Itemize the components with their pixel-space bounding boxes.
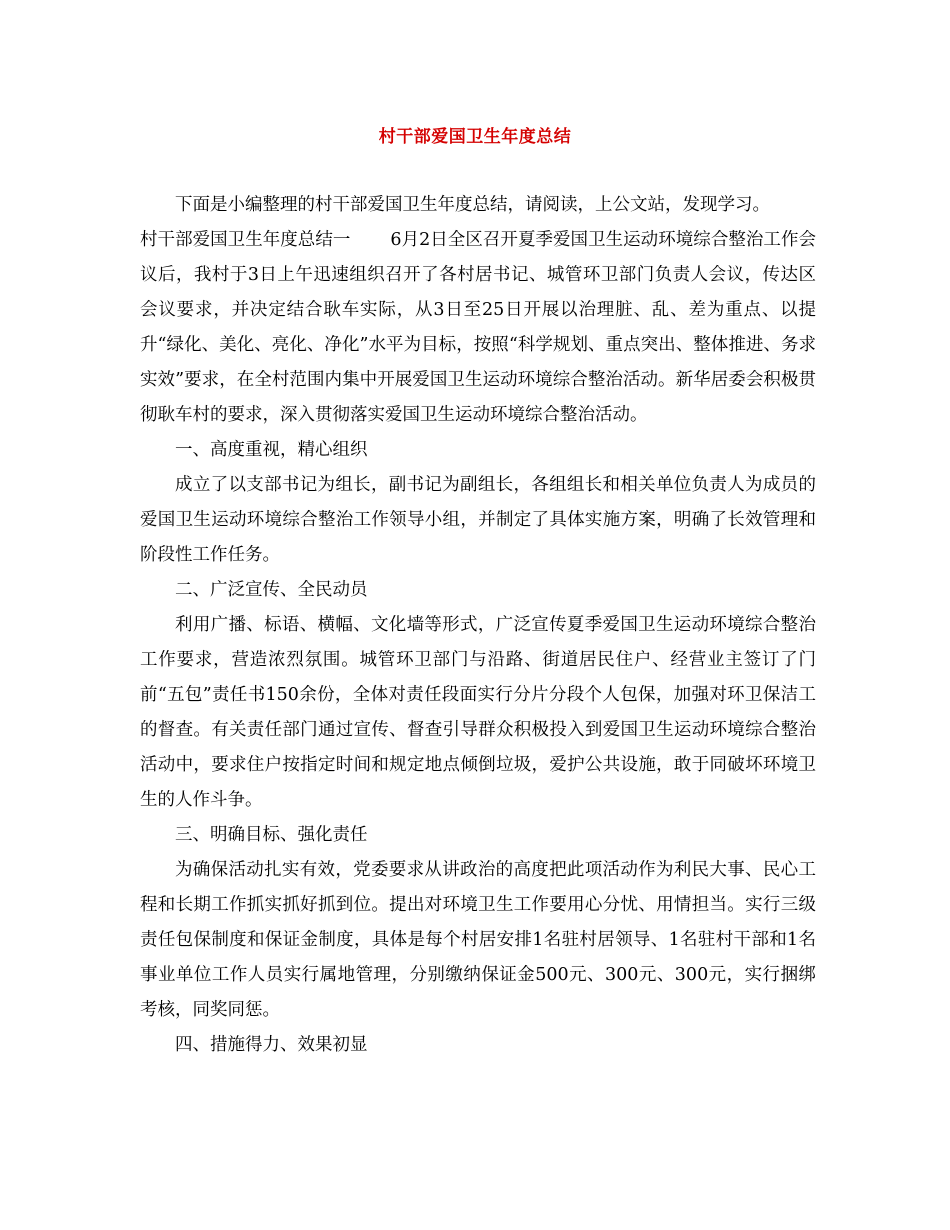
document-body [140,188,816,1063]
section3-paragraph: 为确保活动扎实有效，党委要求从讲政治的高度把此项活动作为利民大事、民心工程和长期工作抓实抓好抓到位。提出对环境卫生工作要用心分忧、用情担当。实行三级责任包保制度和保证金制度，具体是每个村居安排1名驻村居领导、1名驻村干部和1名事业单位工作人员实行属地管理，分别缴纳保证金500元、300元、300元，实行捆绑考核，同奖同惩。 [140,860,816,1020]
section1-paragraph: 成立了以支部书记为组长，副书记为副组长，各组组长和相关单位负责人为成员的爱国卫生运动环境综合整治工作领导小组，并制定了具体实施方案，明确了长效管理和阶段性工作任务。 [140,475,816,565]
part-one-label: 村干部爱国卫生年度总结一 [140,230,351,250]
part-one-paragraph [140,223,816,433]
section2-heading: 二、广泛宣传、全民动员 [175,580,368,600]
part-one-text: 6月2日全区召开夏季爱国卫生运动环境综合整治工作会议后，我村于3日上午迅速组织召开了各村居书记、城管环卫部门负责人会议，传达区会议要求，并决定结合耿车实际，从3日至25日开展以治理脏、乱、差为重点、以提升“绿化、美化、亮化、净化”水平为目标，按照“科学规划、重点突出、整体推进、务求实效”要求，在全村范围内集中开展爱国卫生运动环境综合整治活动。新华居委会积极贯彻耿车村的要求，深入贯彻落实爱国卫生运动环境综合整治活动。 [140,230,816,425]
section3-heading: 三、明确目标、强化责任 [175,825,368,845]
section4-heading: 四、措施得力、效果初显 [175,1035,368,1055]
intro-paragraph: 下面是小编整理的村干部爱国卫生年度总结，请阅读，上公文站，发现学习。 [175,195,770,215]
document-title: 村干部爱国卫生年度总结 [378,127,572,147]
section1-heading: 一、高度重视，精心组织 [175,440,368,460]
section2-paragraph: 利用广播、标语、横幅、文化墙等形式，广泛宣传夏季爱国卫生运动环境综合整治工作要求，营造浓烈氛围。城管环卫部门与沿路、街道居民住户、经营业主签订了门前“五包”责任书150余份，全体对责任段面实行分片分段个人包保，加强对环卫保洁工的督查。有关责任部门通过宣传、督查引导群众积极投入到爱国卫生运动环境综合整治活动中，要求住户按指定时间和规定地点倾倒垃圾，爱护公共设施，敢于同破坏环境卫生的人作斗争。 [140,615,816,810]
